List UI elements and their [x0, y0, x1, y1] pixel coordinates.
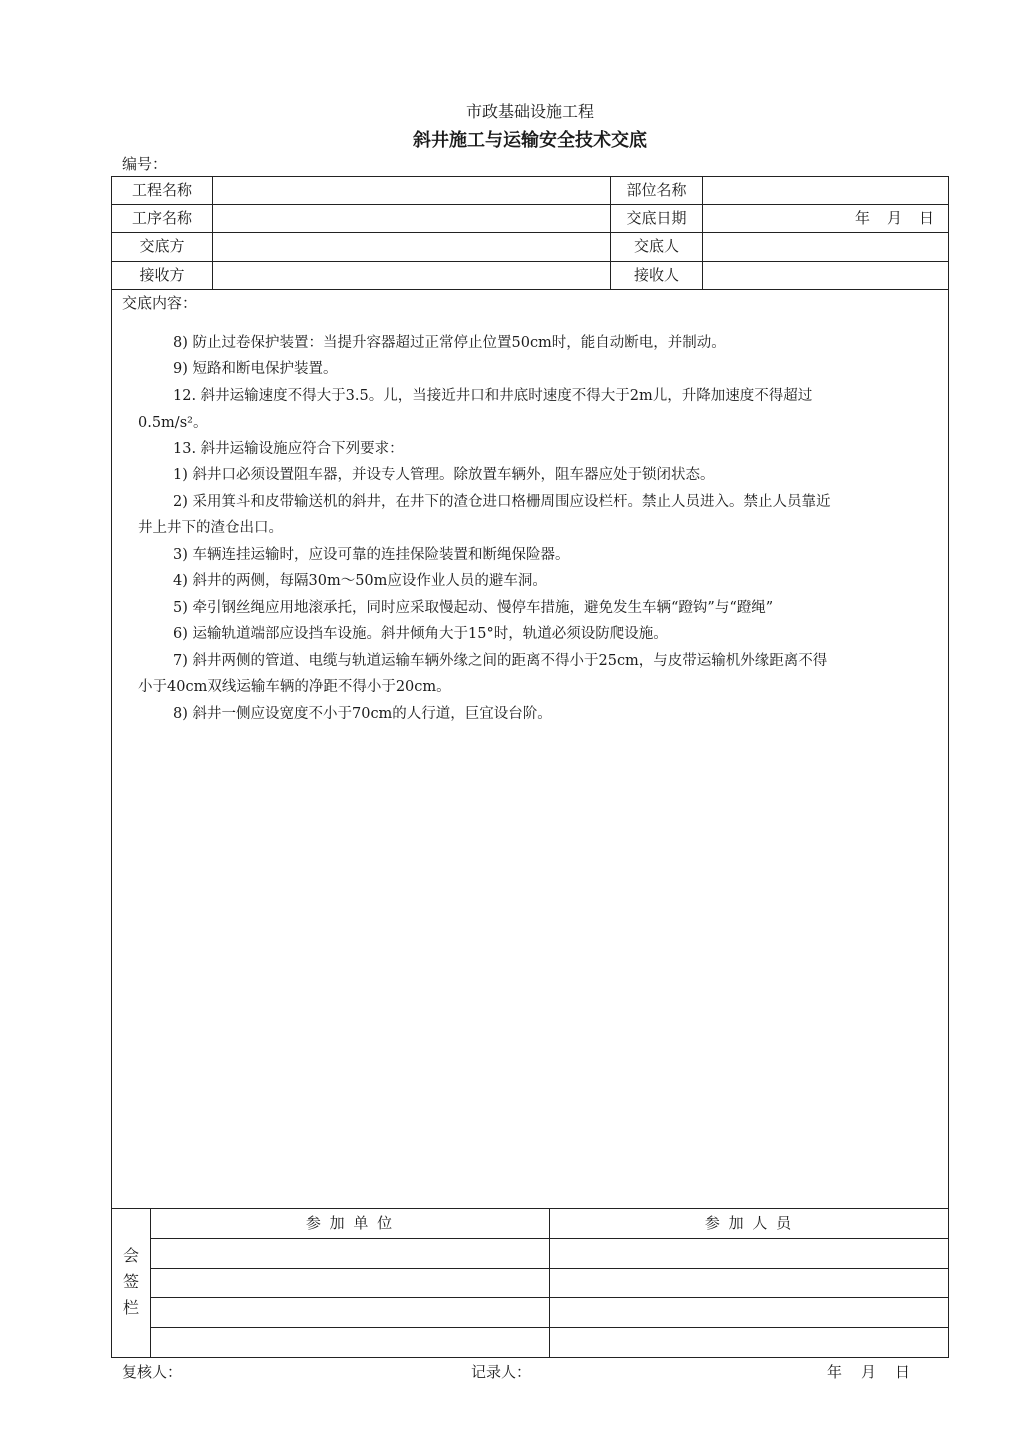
content-paragraph: 12. 斜井运输速度不得大于3.5。儿，当接近井口和井底时速度不得大于2m儿，升降加速度不得超过 — [173, 388, 813, 404]
receiving-party-label: 接收方 — [139, 266, 185, 284]
content-label: 交底内容： — [122, 294, 198, 312]
signature-label-char: 签 — [122, 1272, 139, 1291]
project-name-label: 工程名称 — [131, 181, 192, 199]
handover-date-value[interactable]: 年 月 日 — [855, 209, 936, 227]
personnel-signature-cell[interactable] — [550, 1298, 948, 1327]
unit-signature-cell[interactable] — [151, 1269, 549, 1297]
frame-right — [948, 176, 949, 1358]
handover-person-label: 交底人 — [633, 237, 679, 255]
content-paragraph: 13. 斜井运输设施应符合下列要求： — [173, 441, 404, 457]
part-name-value[interactable] — [703, 177, 948, 204]
content-paragraph: 3) 车辆连挂运输时，应设可靠的连挂保险装置和断绳保险器。 — [173, 547, 570, 563]
frame-left — [111, 176, 112, 1358]
document-title: 斜井施工与运输安全技术交底 — [413, 130, 647, 151]
signature-section-label — [112, 1243, 150, 1321]
unit-signature-cell[interactable] — [151, 1328, 549, 1357]
unit-signature-cell[interactable] — [151, 1298, 549, 1327]
unit-header: 参 加 单 位 — [305, 1214, 395, 1232]
signature-label-char: 会 — [122, 1246, 139, 1265]
doc-number-label: 编号： — [122, 155, 168, 173]
content-paragraph: 6) 运输轨道端部应设挡车设施。斜井倾角大于15°时，轨道必须设防爬设施。 — [173, 626, 668, 642]
recorder-label: 记录人： — [471, 1363, 532, 1381]
content-paragraph: 9) 短路和断电保护装置。 — [173, 361, 338, 377]
receiver-label: 接收人 — [633, 266, 679, 284]
frame-bottom — [111, 1357, 949, 1358]
handover-party-value[interactable] — [213, 233, 609, 260]
signature-label-char: 栏 — [122, 1298, 139, 1317]
personnel-signature-cell[interactable] — [550, 1239, 948, 1268]
personnel-header: 参 加 人 员 — [704, 1214, 794, 1232]
receiving-party-value[interactable] — [213, 262, 609, 289]
document-subtitle: 市政基础设施工程 — [465, 102, 594, 121]
content-paragraph: 小于40cm双线运输车辆的净距不得小于20cm。 — [138, 679, 451, 695]
handover-person-value[interactable] — [703, 233, 948, 260]
handover-party-label: 交底方 — [139, 237, 185, 255]
personnel-signature-cell[interactable] — [550, 1269, 948, 1297]
reviewer-label: 复核人： — [122, 1363, 183, 1381]
content-paragraph: 井上井下的渣仓出口。 — [138, 520, 283, 536]
info-row-line-4 — [111, 289, 949, 290]
process-name-label: 工序名称 — [131, 209, 192, 227]
unit-signature-cell[interactable] — [151, 1239, 549, 1268]
receiver-value[interactable] — [703, 262, 948, 289]
content-paragraph: 1) 斜井口必须设置阻车器，并设专人管理。除放置车辆外，阻车器应处于锁闭状态。 — [173, 467, 715, 483]
process-name-value[interactable] — [213, 205, 609, 232]
content-paragraph: 4) 斜井的两侧，每隔30m～50m应设作业人员的避车洞。 — [173, 573, 547, 589]
project-name-value[interactable] — [213, 177, 609, 204]
footer-date: 年 月 日 — [827, 1363, 913, 1381]
content-paragraph: 2) 采用箕斗和皮带输送机的斜井，在井下的渣仓进口格栅周围应设栏杆。禁止人员进入。禁止人员靠近 — [173, 494, 831, 510]
content-paragraph: 0.5m/s²。 — [138, 415, 208, 431]
content-paragraph: 8) 防止过卷保护装置：当提升容器超过正常停止位置50cm时，能自动断电，并制动。 — [173, 335, 726, 351]
content-paragraph: 5) 牵引钢丝绳应用地滚承托，同时应采取慢起动、慢停车措施，避免发生车辆“蹬钩”与“蹬绳” — [173, 600, 774, 616]
content-paragraph: 8) 斜井一侧应设宽度不小于70cm的人行道，巨宜设台阶。 — [173, 706, 552, 722]
handover-date-label: 交底日期 — [626, 209, 687, 227]
content-paragraph: 7) 斜井两侧的管道、电缆与轨道运输车辆外缘之间的距离不得小于25cm，与皮带运输机外缘距离不得 — [173, 653, 828, 669]
part-name-label: 部位名称 — [626, 181, 687, 199]
personnel-signature-cell[interactable] — [550, 1328, 948, 1357]
